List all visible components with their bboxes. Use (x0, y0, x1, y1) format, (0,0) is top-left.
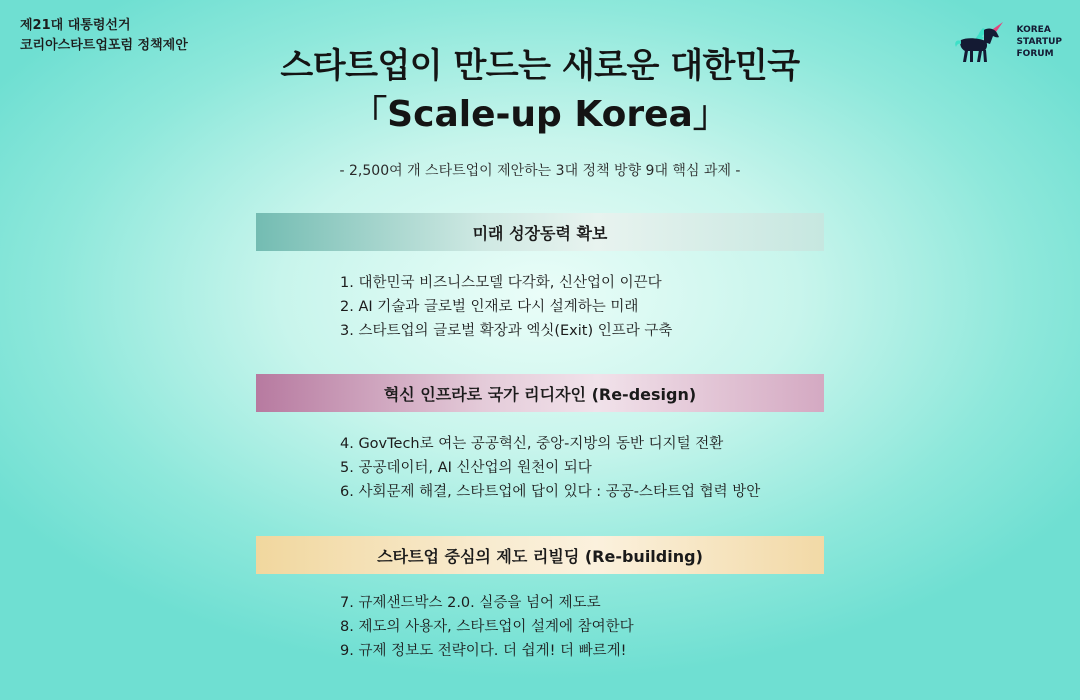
list-item: 9. 규제 정보도 전략이다. 더 쉽게! 더 빠르게! (340, 643, 627, 659)
list-item: 4. GovTech로 여는 공공혁신, 중앙-지방의 동반 디지털 전환 (340, 436, 724, 452)
logo-text-forum: FORUM (1016, 49, 1054, 59)
section-list-redesign (340, 432, 760, 504)
election-header-line1: 제21대 대통령선거 (20, 18, 131, 33)
section-list-rebuilding (340, 591, 634, 663)
list-item: 2. AI 기술과 글로벌 인재로 다시 설계하는 미래 (340, 299, 639, 315)
list-item: 5. 공공데이터, AI 신산업의 원천이 되다 (340, 460, 592, 476)
list-item: 6. 사회문제 해결, 스타트업에 답이 있다 : 공공-스타트업 협력 방안 (340, 484, 761, 500)
logo-text-startup: STARTUP (1016, 37, 1062, 47)
section-heading-growth: 미래 성장동력 확보 (256, 213, 824, 251)
logo-text-korea: KOREA (1016, 25, 1051, 35)
page-subtitle: 「Scale-up Korea」 (351, 94, 729, 135)
tagline: - 2,500여 개 스타트업이 제안하는 3대 정책 방향 9대 핵심 과제 - (339, 163, 741, 179)
section-heading-redesign: 혁신 인프라로 국가 리디자인 (Re-design) (256, 374, 824, 412)
page-title: 스타트업이 만드는 새로운 대한민국 (280, 46, 800, 86)
list-item: 1. 대한민국 비즈니스모델 다각화, 신산업이 이끈다 (340, 275, 662, 291)
list-item: 7. 규제샌드박스 2.0. 실증을 넘어 제도로 (340, 595, 601, 611)
election-header-line2: 코리아스타트업포럼 정책제안 (20, 38, 188, 53)
section-heading-rebuilding: 스타트업 중심의 제도 리빌딩 (Re-building) (256, 536, 824, 574)
list-item: 3. 스타트업의 글로벌 확장과 엑싯(Exit) 인프라 구축 (340, 323, 673, 339)
list-item: 8. 제도의 사용자, 스타트업이 설계에 참여한다 (340, 619, 634, 635)
section-list-growth (340, 271, 672, 343)
